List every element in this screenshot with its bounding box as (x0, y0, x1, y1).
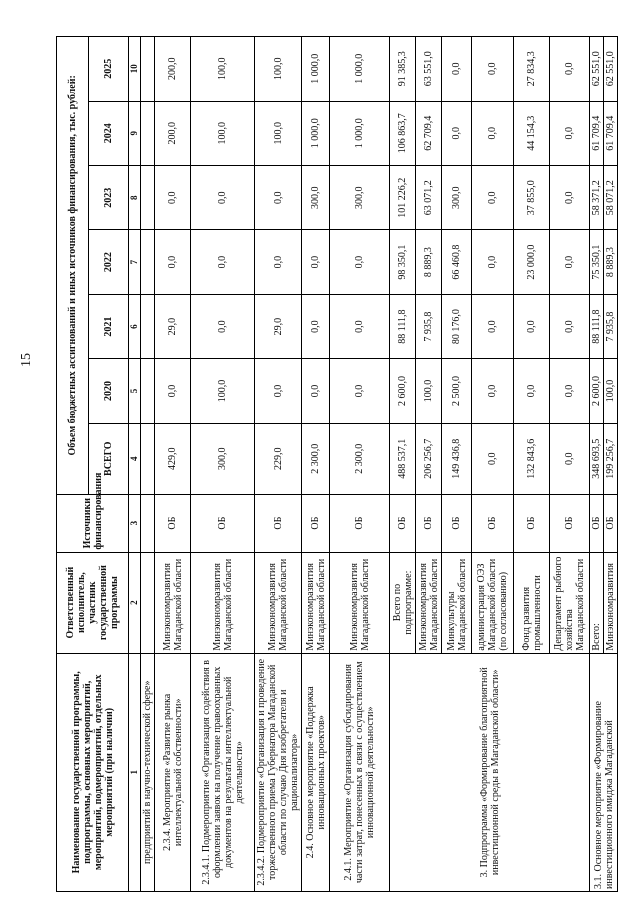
amount-cell: 0,0 (255, 359, 302, 423)
funding-source: ОБ (255, 494, 302, 552)
amount-cell: 23 000,0 (514, 230, 550, 294)
funding-source: ОБ (590, 494, 604, 552)
funding-table (56, 36, 618, 892)
amount-cell: 0,0 (472, 230, 514, 294)
table-row (141, 37, 155, 892)
executor: Всего: (590, 552, 604, 653)
amount-cell (141, 359, 155, 423)
executor: Минэкономразвития Магаданской области (302, 552, 330, 653)
program-name: 2.4.1. Мероприятие «Организация субсидирования части затрат, понесенных в связи с осуществлением инновационной деятельности» (330, 653, 390, 891)
header-funding-group: Объем бюджетных ассигнований и иных источников финансирования, тыс. рублей: (57, 37, 89, 495)
amount-cell: 63 551,0 (416, 37, 442, 102)
amount-cell: 29,0 (155, 294, 191, 358)
executor: Минэкономразвития Магаданской области (191, 552, 255, 653)
amount-cell: 300,0 (330, 166, 390, 230)
header-year: 2023 (89, 166, 129, 230)
amount-cell: 0,0 (550, 37, 590, 102)
amount-cell: 2 500,0 (442, 359, 472, 423)
amount-cell: 106 863,7 (390, 101, 416, 165)
amount-cell: 100,0 (255, 37, 302, 102)
amount-cell: 0,0 (155, 166, 191, 230)
amount-cell: 0,0 (514, 359, 550, 423)
amount-cell: 27 834,3 (514, 37, 550, 102)
amount-cell (141, 37, 155, 102)
amount-cell: 1 000,0 (330, 101, 390, 165)
col-number: 4 (129, 423, 141, 494)
program-name: 2.3.4.1. Подмероприятие «Организация содействия в оформлении заявок на получение правоохранных документов на результаты интеллектуальной деятельности» (191, 653, 255, 891)
amount-cell: 229,0 (255, 423, 302, 494)
executor: Департамент рыбного хозяйства Магаданской области (550, 552, 590, 653)
amount-cell: 2 600,0 (590, 359, 604, 423)
funding-source: ОБ (390, 494, 416, 552)
amount-cell: 149 436,8 (442, 423, 472, 494)
amount-cell: 1 000,0 (330, 37, 390, 102)
col-number: 10 (129, 37, 141, 102)
subprogram-name: 3. Подпрограмма «Формирование благоприятной инвестиционной среды в Магаданской области» (390, 653, 590, 891)
amount-cell: 200,0 (155, 101, 191, 165)
funding-source: ОБ (514, 494, 550, 552)
amount-cell: 62 709,4 (416, 101, 442, 165)
executor: Минкультуры Магаданской области (442, 552, 472, 653)
amount-cell (141, 166, 155, 230)
funding-source: ОБ (442, 494, 472, 552)
amount-cell: 0,0 (472, 423, 514, 494)
col-number: 9 (129, 101, 141, 165)
col-number: 1 (129, 653, 141, 891)
executor: администрация ОЭЗ Магаданской области (по согласованию) (472, 552, 514, 653)
amount-cell: 132 843,6 (514, 423, 550, 494)
amount-cell (141, 101, 155, 165)
amount-cell: 0,0 (255, 230, 302, 294)
col-number: 6 (129, 294, 141, 358)
amount-cell: 61 709,4 (590, 101, 604, 165)
executor: Всего по подпрограмме: (390, 552, 416, 653)
funding-source (141, 494, 155, 552)
amount-cell: 0,0 (191, 294, 255, 358)
amount-cell: 429,0 (155, 423, 191, 494)
amount-cell: 7 935,8 (416, 294, 442, 358)
funding-source: ОБ (155, 494, 191, 552)
amount-cell: 66 460,8 (442, 230, 472, 294)
table-row (302, 37, 330, 892)
executor: Минэкономразвития (604, 552, 618, 653)
amount-cell: 0,0 (330, 359, 390, 423)
amount-cell: 100,0 (604, 359, 618, 423)
amount-cell: 0,0 (550, 359, 590, 423)
col-number: 8 (129, 166, 141, 230)
amount-cell: 91 385,3 (390, 37, 416, 102)
header-year: 2024 (89, 101, 129, 165)
table-row (390, 37, 416, 892)
amount-cell: 0,0 (155, 230, 191, 294)
col-number: 3 (129, 494, 141, 552)
amount-cell: 100,0 (191, 37, 255, 102)
amount-cell: 100,0 (191, 101, 255, 165)
amount-cell: 300,0 (442, 166, 472, 230)
amount-cell (141, 230, 155, 294)
amount-cell: 0,0 (302, 230, 330, 294)
executor: Минэкономразвития Магаданской области (155, 552, 191, 653)
col-number: 7 (129, 230, 141, 294)
amount-cell: 0,0 (472, 359, 514, 423)
amount-cell: 1 000,0 (302, 101, 330, 165)
amount-cell: 100,0 (416, 359, 442, 423)
header-year: 2025 (89, 37, 129, 102)
amount-cell: 0,0 (550, 230, 590, 294)
amount-cell: 0,0 (550, 294, 590, 358)
amount-cell: 0,0 (442, 37, 472, 102)
amount-cell: 8 889,3 (416, 230, 442, 294)
funding-source: ОБ (472, 494, 514, 552)
amount-cell: 63 071,2 (416, 166, 442, 230)
header-executor: Ответственный исполнитель, участник государственной программы (57, 552, 129, 653)
amount-cell: 29,0 (255, 294, 302, 358)
amount-cell: 0,0 (330, 294, 390, 358)
amount-cell: 0,0 (330, 230, 390, 294)
header-funding-source: Источники финансирования (57, 494, 129, 552)
funding-source: ОБ (191, 494, 255, 552)
amount-cell: 199 256,7 (604, 423, 618, 494)
amount-cell (141, 423, 155, 494)
amount-cell: 75 350,1 (590, 230, 604, 294)
funding-source: ОБ (416, 494, 442, 552)
executor (141, 552, 155, 653)
funding-source: ОБ (604, 494, 618, 552)
amount-cell: 0,0 (514, 294, 550, 358)
header-program-name: Наименование государственной программы, подпрограммы, основных мероприятий, мероприятий, подмероприятий, отдельных мероприятий (при наличии) (57, 653, 129, 891)
amount-cell: 0,0 (550, 101, 590, 165)
amount-cell: 0,0 (550, 423, 590, 494)
amount-cell: 0,0 (255, 166, 302, 230)
amount-cell: 0,0 (472, 166, 514, 230)
col-number: 5 (129, 359, 141, 423)
amount-cell: 88 111,8 (390, 294, 416, 358)
amount-cell: 0,0 (442, 101, 472, 165)
executor: Минэкономразвития Магаданской области (255, 552, 302, 653)
amount-cell: 0,0 (191, 166, 255, 230)
amount-cell: 62 551,0 (590, 37, 604, 102)
program-name: 2.4. Основное мероприятие «Поддержка инновационных проектов» (302, 653, 330, 891)
col-number: 2 (129, 552, 141, 653)
page-number: 15 (19, 353, 34, 367)
amount-cell: 2 300,0 (330, 423, 390, 494)
amount-cell: 0,0 (302, 359, 330, 423)
amount-cell: 300,0 (191, 423, 255, 494)
program-name: 2.3.4. Мероприятие «Развитие рынка интеллектуальной собственности» (155, 653, 191, 891)
rotated-page (56, 36, 616, 892)
header-year: 2022 (89, 230, 129, 294)
header-year: 2020 (89, 359, 129, 423)
amount-cell: 98 350,1 (390, 230, 416, 294)
amount-cell: 100,0 (255, 101, 302, 165)
amount-cell: 488 537,1 (390, 423, 416, 494)
amount-cell: 62 551,0 (604, 37, 618, 102)
table-row (590, 37, 604, 892)
table-row (330, 37, 390, 892)
amount-cell: 101 226,2 (390, 166, 416, 230)
table-row (255, 37, 302, 892)
program-name: предприятий в научно-технической сфере» (141, 653, 155, 891)
table-row (155, 37, 191, 892)
amount-cell: 200,0 (155, 37, 191, 102)
amount-cell: 44 154,3 (514, 101, 550, 165)
amount-cell: 206 256,7 (416, 423, 442, 494)
amount-cell: 61 709,4 (604, 101, 618, 165)
amount-cell: 0,0 (155, 359, 191, 423)
header-total: ВСЕГО (89, 423, 129, 494)
amount-cell: 0,0 (191, 230, 255, 294)
executor: Фонд развития промышленности (514, 552, 550, 653)
amount-cell: 300,0 (302, 166, 330, 230)
amount-cell: 0,0 (472, 294, 514, 358)
landscape-content (56, 36, 616, 892)
amount-cell: 58 371,2 (590, 166, 604, 230)
amount-cell: 348 693,5 (590, 423, 604, 494)
amount-cell: 2 300,0 (302, 423, 330, 494)
amount-cell: 7 935,8 (604, 294, 618, 358)
header-year: 2021 (89, 294, 129, 358)
table-row (191, 37, 255, 892)
amount-cell: 1 000,0 (302, 37, 330, 102)
executor: Минэкономразвития Магаданской области (416, 552, 442, 653)
funding-source: ОБ (330, 494, 390, 552)
amount-cell: 37 855,0 (514, 166, 550, 230)
amount-cell: 0,0 (550, 166, 590, 230)
amount-cell: 2 600,0 (390, 359, 416, 423)
amount-cell: 8 889,3 (604, 230, 618, 294)
funding-source: ОБ (550, 494, 590, 552)
amount-cell: 58 071,2 (604, 166, 618, 230)
executor: Минэкономразвития Магаданской области (330, 552, 390, 653)
main-activity-name: 3.1. Основное мероприятие «Формирование инвестиционного имиджа Магаданской (590, 653, 618, 891)
funding-source: ОБ (302, 494, 330, 552)
amount-cell: 0,0 (302, 294, 330, 358)
table-body (141, 37, 618, 892)
program-name: 2.3.4.2. Подмероприятие «Организация и проведение торжественного приема Губернатора Магаданской области по случаю Дня изобретателя и рационализатора» (255, 653, 302, 891)
amount-cell (141, 294, 155, 358)
amount-cell: 0,0 (472, 37, 514, 102)
amount-cell: 0,0 (472, 101, 514, 165)
amount-cell: 88 111,8 (590, 294, 604, 358)
amount-cell: 100,0 (191, 359, 255, 423)
amount-cell: 80 176,0 (442, 294, 472, 358)
